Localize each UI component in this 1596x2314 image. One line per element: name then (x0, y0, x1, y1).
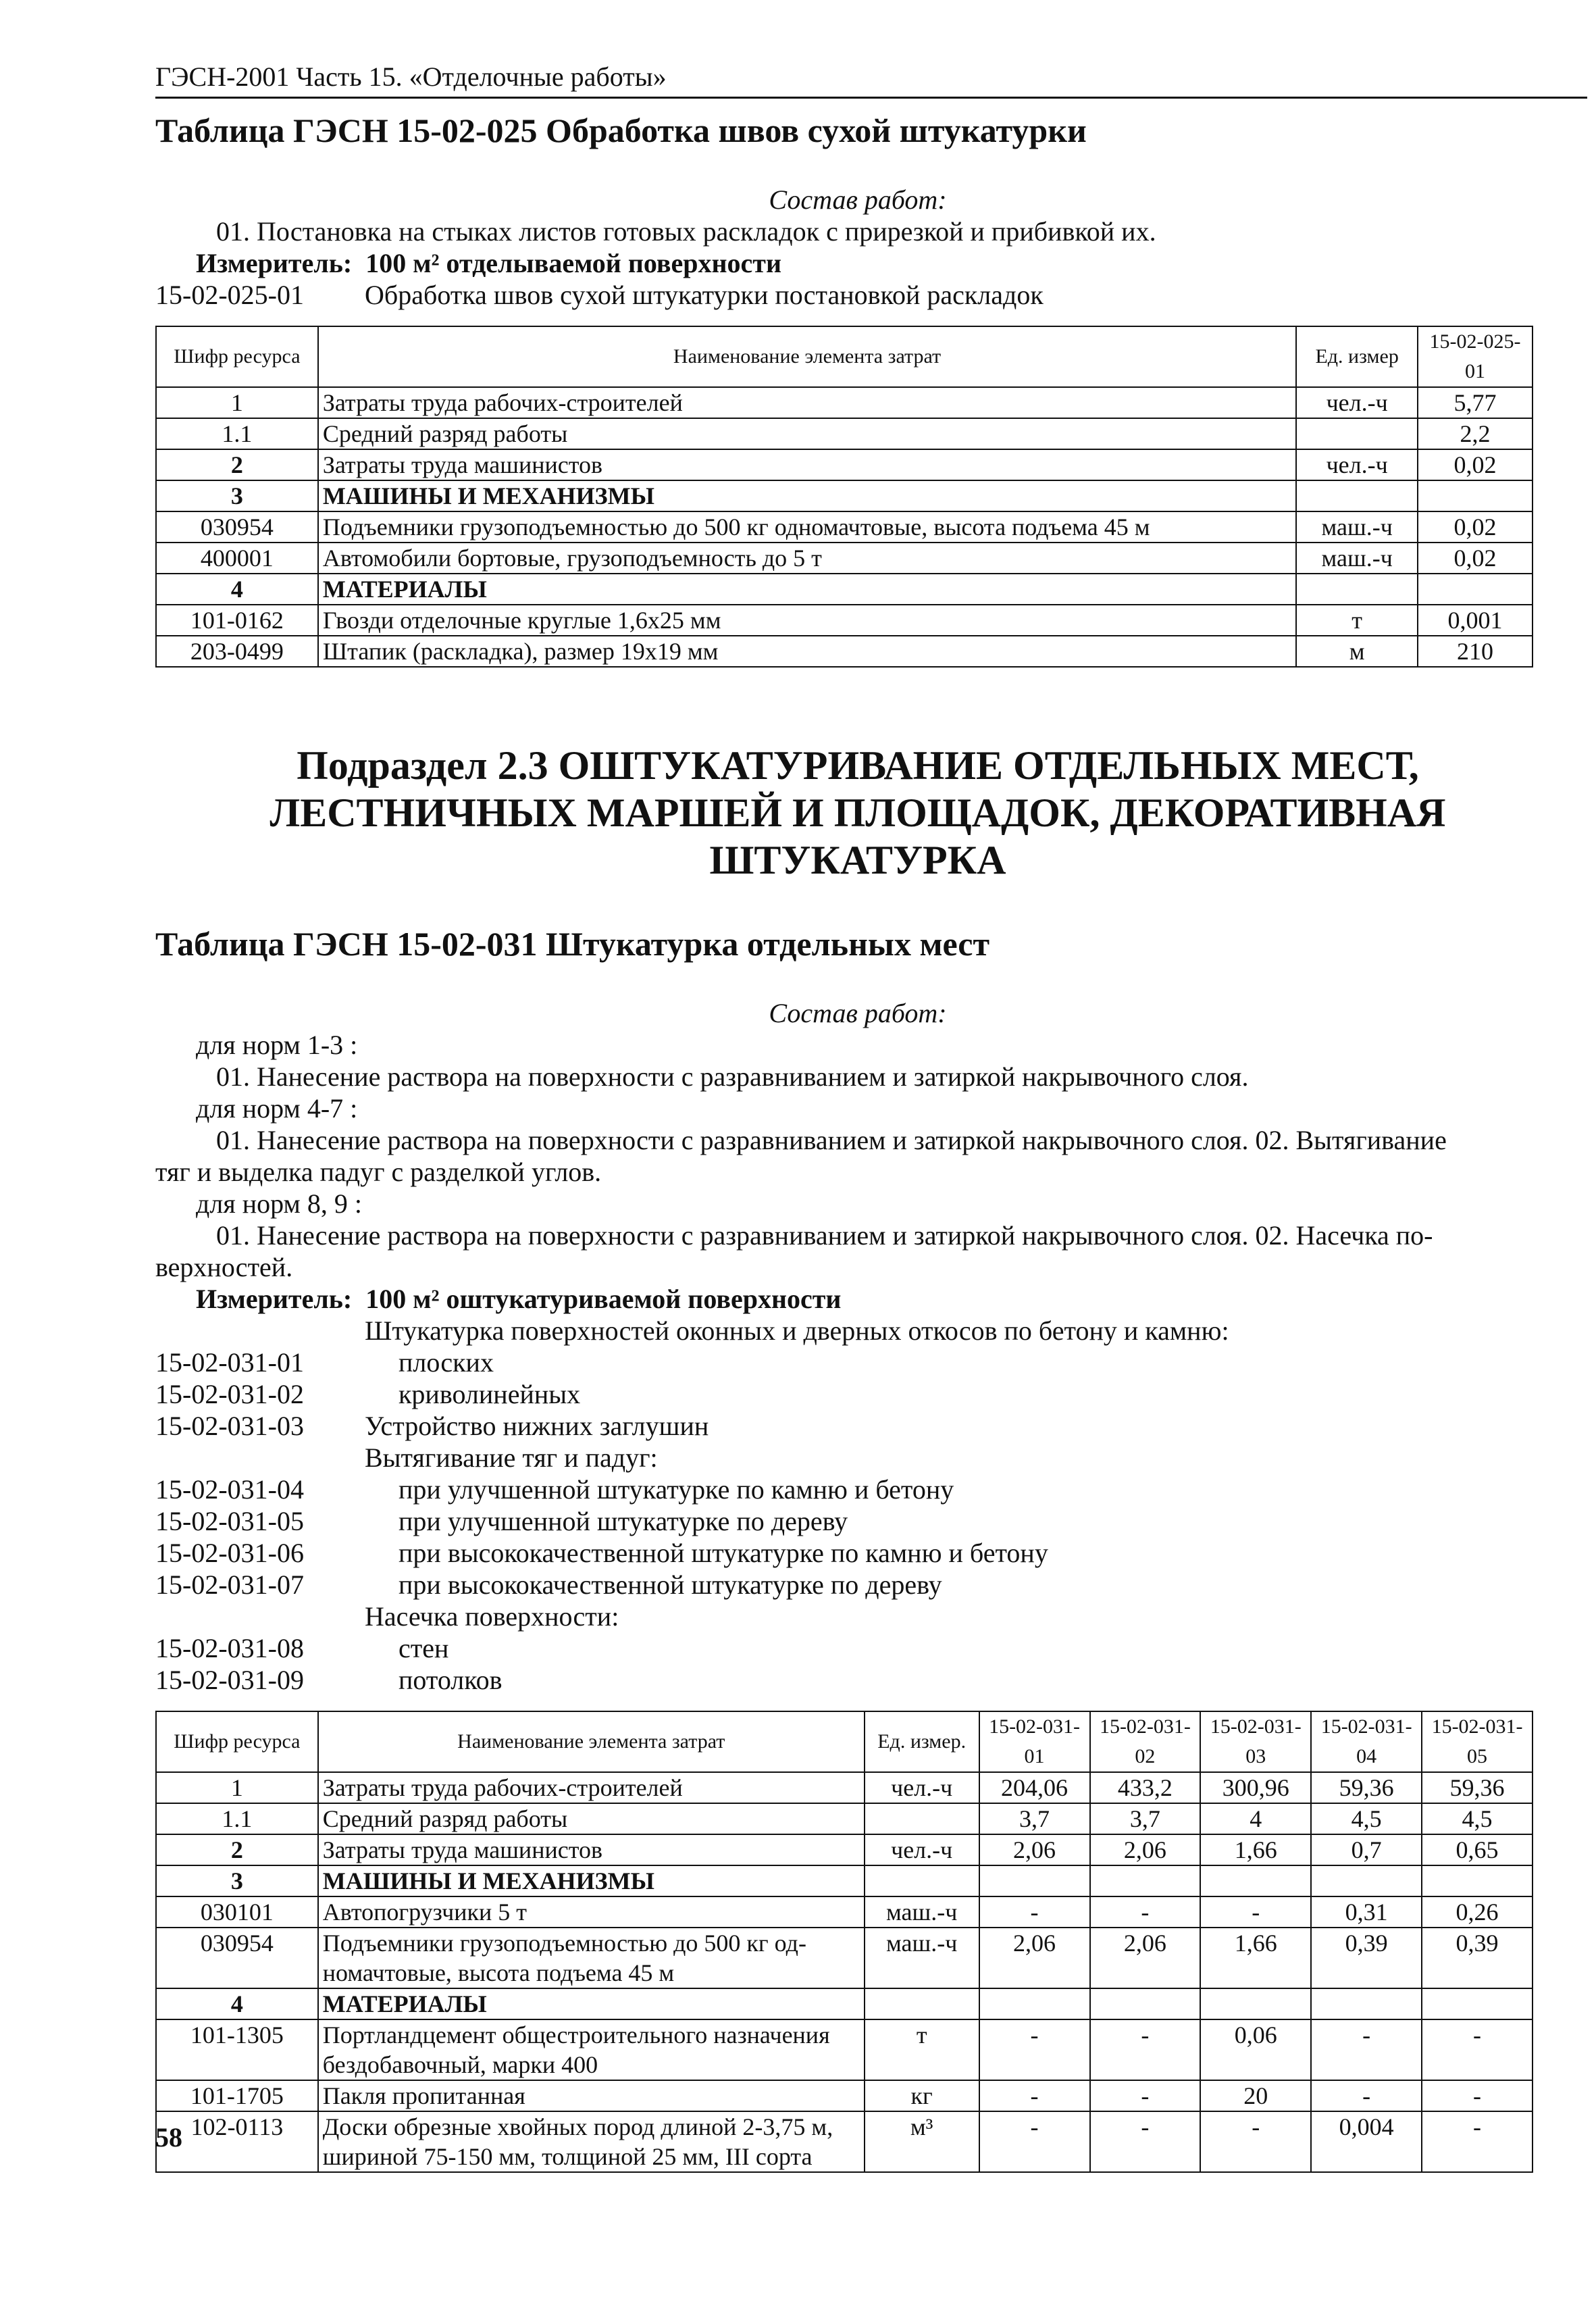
norm-value (1311, 1988, 1422, 2019)
table-row (156, 1834, 1533, 1865)
norm-value: 5,77 (1418, 387, 1533, 418)
unit: маш.-ч (1296, 543, 1418, 574)
norm-value: - (1200, 1896, 1311, 1928)
norm-value: 0,7 (1311, 1834, 1422, 1865)
resource-name: Штапик (раскладка), размер 19х19 мм (318, 636, 1296, 667)
resource-name: Затраты труда рабочих-строителей (318, 1772, 865, 1803)
resource-name: МАТЕРИАЛЫ (318, 1988, 865, 2019)
t2-norm-08: 15-02-031-08 стен (155, 1633, 449, 1663)
table2 (155, 1711, 1533, 2173)
norm-value: - (1090, 2080, 1201, 2111)
unit: м (1296, 636, 1418, 667)
resource-name: Подъемники грузоподъемностью до 500 кг од-номачтовые, высота подъема 45 м (318, 1928, 865, 1988)
norm-value (1090, 1865, 1201, 1896)
unit (1296, 574, 1418, 605)
norm-value (979, 1988, 1090, 2019)
resource-code: 2 (156, 1834, 318, 1865)
t1-header-unit: Ед. измер (1296, 326, 1418, 387)
norm-value: 0,39 (1422, 1928, 1533, 1988)
t2-norm-07: 15-02-031-07 при высококачественной штукатурке по дереву (155, 1569, 942, 1600)
t2-s3: для норм 4-7 : (196, 1093, 358, 1124)
norm-value: 204,06 (979, 1772, 1090, 1803)
norm-value: 2,06 (979, 1928, 1090, 1988)
unit: м³ (865, 2111, 979, 2172)
unit: чел.-ч (1296, 449, 1418, 480)
norm-value: 210 (1418, 636, 1533, 667)
t2-norm-04: 15-02-031-04 при улучшенной штукатурке по камню и бетону (155, 1474, 954, 1505)
norm-value (1422, 1865, 1533, 1896)
norm-value (1200, 1865, 1311, 1896)
unit: чел.-ч (865, 1834, 979, 1865)
norm-value: - (979, 2111, 1090, 2172)
norm-value (979, 1865, 1090, 1896)
resource-name: Пакля пропитанная (318, 2080, 865, 2111)
resource-code: 1.1 (156, 1803, 318, 1834)
norm-value (1418, 574, 1533, 605)
norm-value: - (1090, 2111, 1201, 2172)
t1-header-name: Наименование элемента затрат (318, 326, 1296, 387)
resource-name: Портландцемент общестроительного назначения бездобавочный, марки 400 (318, 2019, 865, 2080)
norm-value: 0,02 (1418, 449, 1533, 480)
t2-header-name: Наименование элемента затрат (318, 1711, 865, 1772)
resource-code: 4 (156, 574, 318, 605)
t2-s4a: 01. Нанесение раствора на поверхности с разравниванием и затиркой накрывочного слоя. 02. Вытягивание (216, 1125, 1447, 1155)
norm-value: 300,96 (1200, 1772, 1311, 1803)
norm-value: 2,2 (1418, 418, 1533, 449)
t2-s5: для норм 8, 9 : (196, 1188, 362, 1219)
norm-value: 59,36 (1311, 1772, 1422, 1803)
table-row (156, 1865, 1533, 1896)
norm-value: - (979, 1896, 1090, 1928)
norm-value: - (1311, 2019, 1422, 2080)
norm-value (1311, 1865, 1422, 1896)
table-row (156, 1928, 1533, 1988)
resource-code: 4 (156, 1988, 318, 2019)
table-row (156, 2019, 1533, 2080)
norm-value: 1,66 (1200, 1928, 1311, 1988)
resource-name: МАТЕРИАЛЫ (318, 574, 1296, 605)
table-row (156, 1896, 1533, 1928)
unit: чел.-ч (1296, 387, 1418, 418)
resource-code: 2 (156, 449, 318, 480)
t2-group3: Насечка поверхности: (365, 1601, 619, 1632)
resource-name: Доски обрезные хвойных пород длиной 2-3,75 м, шириной 75-150 мм, толщиной 25 мм, III сорта (318, 2111, 865, 2172)
t2-norm-01: 15-02-031-01 плоских (155, 1347, 494, 1378)
resource-name: Затраты труда машинистов (318, 1834, 865, 1865)
table-row (156, 387, 1533, 418)
resource-code: 101-0162 (156, 605, 318, 636)
norm-value: 4,5 (1311, 1803, 1422, 1834)
resource-code: 030954 (156, 1928, 318, 1988)
resource-code: 030101 (156, 1896, 318, 1928)
table-row (156, 2080, 1533, 2111)
norm-value: 20 (1200, 2080, 1311, 2111)
resource-name: Подъемники грузоподъемностью до 500 кг одномачтовые, высота подъема 45 м (318, 511, 1296, 543)
t2-header-norm-05: 15-02-031-05 (1422, 1711, 1533, 1772)
t2-norm-09: 15-02-031-09 потолков (155, 1665, 503, 1695)
resource-code: 1 (156, 387, 318, 418)
unit: т (1296, 605, 1418, 636)
t2-s1: для норм 1-3 : (196, 1030, 358, 1060)
norm-value: - (1311, 2080, 1422, 2111)
resource-code: 400001 (156, 543, 318, 574)
norm-value: 0,02 (1418, 511, 1533, 543)
t2-header-norm-03: 15-02-031-03 (1200, 1711, 1311, 1772)
table-row (156, 480, 1533, 511)
table-row (156, 543, 1533, 574)
resource-code: 030954 (156, 511, 318, 543)
t2-s6a: 01. Нанесение раствора на поверхности с разравниванием и затиркой накрывочного слоя. 02. Насечка по- (216, 1220, 1433, 1251)
table-row (156, 418, 1533, 449)
t1-header-code: Шифр ресурса (156, 326, 318, 387)
unit (865, 1865, 979, 1896)
table1-sostav-text: 01. Постановка на стыках листов готовых раскладок с прирезкой и прибивкой их. (216, 216, 1156, 247)
norm-value: 4 (1200, 1803, 1311, 1834)
norm-value: 4,5 (1422, 1803, 1533, 1834)
table2-izmeritel: Измеритель: 100 м² оштукатуриваемой поверхности (196, 1284, 842, 1314)
table1-title: Таблица ГЭСН 15-02-025 Обработка швов сухой штукатурки (155, 111, 1087, 149)
norm-value: 59,36 (1422, 1772, 1533, 1803)
table2-sostav-label: Состав работ: (769, 998, 947, 1028)
resource-name: Автомобили бортовые, грузоподъемность до 5 т (318, 543, 1296, 574)
resource-code: 3 (156, 1865, 318, 1896)
page-number: 58 (155, 2122, 182, 2153)
t1-header-norm: 15-02-025-01 (1418, 326, 1533, 387)
norm-value: 0,31 (1311, 1896, 1422, 1928)
resource-name: Средний разряд работы (318, 418, 1296, 449)
table-row (156, 511, 1533, 543)
norm-value: - (979, 2080, 1090, 2111)
t2-header-norm-04: 15-02-031-04 (1311, 1711, 1422, 1772)
table-row (156, 574, 1533, 605)
norm-value: 2,06 (1090, 1928, 1201, 1988)
t2-norm-03: 15-02-031-03 Устройство нижних заглушин (155, 1411, 709, 1441)
table-row (156, 605, 1533, 636)
norm-value (1422, 1988, 1533, 2019)
unit (1296, 418, 1418, 449)
subsection-title: Подраздел 2.3 ОШТУКАТУРИВАНИЕ ОТДЕЛЬНЫХ МЕСТ, ЛЕСТНИЧНЫХ МАРШЕЙ И ПЛОЩАДОК, ДЕКОРАТИВНАЯ ШТУКАТУРКА (269, 743, 1446, 882)
t2-norm-02: 15-02-031-02 криволинейных (155, 1379, 581, 1409)
t2-norm-06: 15-02-031-06 при высококачественной штукатурке по камню и бетону (155, 1538, 1048, 1568)
resource-code: 203-0499 (156, 636, 318, 667)
norm-value: 3,7 (979, 1803, 1090, 1834)
resource-name: Автопогрузчики 5 т (318, 1896, 865, 1928)
table2-title: Таблица ГЭСН 15-02-031 Штукатурка отдельных мест (155, 925, 990, 963)
unit (865, 1988, 979, 2019)
t2-s6b: верхностей. (155, 1252, 293, 1282)
resource-name: Затраты труда машинистов (318, 449, 1296, 480)
t2-group1: Штукатурка поверхностей оконных и дверных откосов по бетону и камню: (365, 1315, 1229, 1346)
table-row (156, 636, 1533, 667)
norm-value: 0,004 (1311, 2111, 1422, 2172)
resource-name: Средний разряд работы (318, 1803, 865, 1834)
norm-value: 1,66 (1200, 1834, 1311, 1865)
norm-value: 0,02 (1418, 543, 1533, 574)
unit: маш.-ч (865, 1928, 979, 1988)
table-row (156, 449, 1533, 480)
norm-value: - (1422, 2111, 1533, 2172)
norm-value: 2,06 (979, 1834, 1090, 1865)
norm-value: 433,2 (1090, 1772, 1201, 1803)
t2-header-norm-01: 15-02-031-01 (979, 1711, 1090, 1772)
t2-s2: 01. Нанесение раствора на поверхности с разравниванием и затиркой накрывочного слоя. (216, 1061, 1249, 1092)
resource-code: 101-1305 (156, 2019, 318, 2080)
norm-value: - (979, 2019, 1090, 2080)
norm-value: - (1090, 1896, 1201, 1928)
resource-code: 102-0113 (156, 2111, 318, 2172)
resource-name: МАШИНЫ И МЕХАНИЗМЫ (318, 480, 1296, 511)
norm-value (1200, 1988, 1311, 2019)
norm-value: 0,39 (1311, 1928, 1422, 1988)
resource-code: 1.1 (156, 418, 318, 449)
t2-group2: Вытягивание тяг и падуг: (365, 1442, 658, 1473)
unit: кг (865, 2080, 979, 2111)
norm-value: 0,06 (1200, 2019, 1311, 2080)
resource-name: МАШИНЫ И МЕХАНИЗМЫ (318, 1865, 865, 1896)
unit: чел.-ч (865, 1772, 979, 1803)
table1 (155, 326, 1533, 668)
unit (1296, 480, 1418, 511)
norm-value: - (1422, 2019, 1533, 2080)
unit: маш.-ч (1296, 511, 1418, 543)
norm-value (1090, 1988, 1201, 2019)
unit (865, 1803, 979, 1834)
norm-value: 2,06 (1090, 1834, 1201, 1865)
table-row (156, 1988, 1533, 2019)
resource-code: 101-1705 (156, 2080, 318, 2111)
resource-code: 3 (156, 480, 318, 511)
table1-izmeritel: Измеритель: 100 м² отделываемой поверхности (196, 248, 781, 278)
table-row (156, 1803, 1533, 1834)
table1-sostav-label: Состав работ: (769, 184, 947, 215)
norm-value: 0,26 (1422, 1896, 1533, 1928)
table1-norm: 15-02-025-01 Обработка швов сухой штукатурки постановкой раскладок (155, 280, 1044, 310)
norm-value: - (1090, 2019, 1201, 2080)
unit: т (865, 2019, 979, 2080)
table-row (156, 1772, 1533, 1803)
t2-s4b: тяг и выделка падуг с разделкой углов. (155, 1157, 602, 1187)
resource-name: Затраты труда рабочих-строителей (318, 387, 1296, 418)
norm-value: 0,001 (1418, 605, 1533, 636)
table-row (156, 2111, 1533, 2172)
norm-value: 0,65 (1422, 1834, 1533, 1865)
resource-code: 1 (156, 1772, 318, 1803)
t2-norm-05: 15-02-031-05 при улучшенной штукатурке по дереву (155, 1506, 848, 1536)
document-page (155, 61, 1560, 2173)
running-header: ГЭСН-2001 Часть 15. «Отделочные работы» (155, 61, 1587, 99)
t2-header-unit: Ед. измер. (865, 1711, 979, 1772)
norm-value (1418, 480, 1533, 511)
resource-name: Гвозди отделочные круглые 1,6х25 мм (318, 605, 1296, 636)
t2-header-norm-02: 15-02-031-02 (1090, 1711, 1201, 1772)
t2-header-code: Шифр ресурса (156, 1711, 318, 1772)
norm-value: - (1200, 2111, 1311, 2172)
norm-value: 3,7 (1090, 1803, 1201, 1834)
norm-value: - (1422, 2080, 1533, 2111)
unit: маш.-ч (865, 1896, 979, 1928)
